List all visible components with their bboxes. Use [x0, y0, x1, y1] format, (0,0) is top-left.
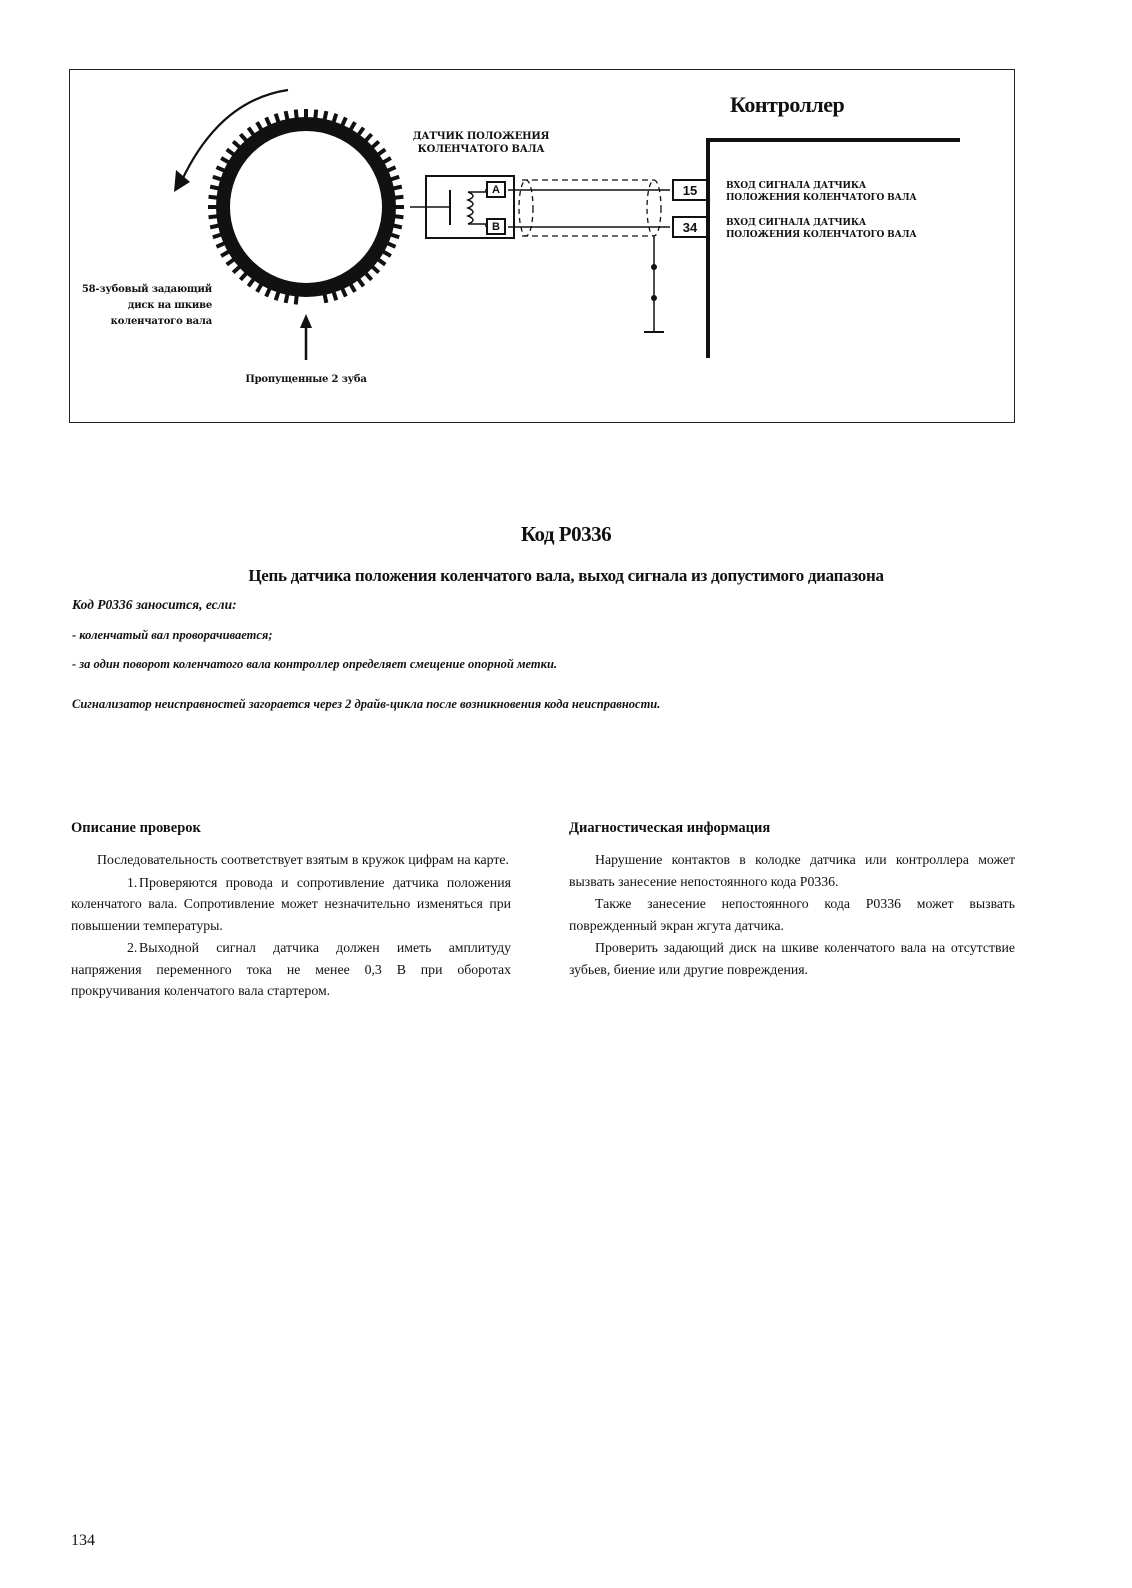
disc-tooth [351, 122, 356, 130]
disc-tooth [209, 197, 218, 198]
disc-tooth [210, 226, 219, 228]
disc-tooth [334, 292, 337, 301]
disc-tooth [334, 114, 337, 123]
disc-tooth [366, 273, 372, 280]
pin-b: B [486, 218, 506, 235]
wiring-diagram [69, 69, 1015, 423]
disc-label-line1: 58-зубовый задающий [81, 284, 212, 295]
disc-tooth [266, 117, 270, 125]
disc-tooth [257, 122, 262, 130]
disc-tooth [395, 216, 404, 217]
right-paragraph-3: Проверить задающий диск на шкиве коленчатого вала на отсутствие зубьев, биение или другие повреждения. [569, 940, 1015, 977]
disc-tooth [221, 158, 229, 163]
left-paragraph-3 [71, 937, 511, 1002]
condition-item-1: - коленчатый вал проворачивается; [72, 628, 273, 642]
missing-teeth-label: Пропущенные 2 зуба [245, 374, 367, 385]
disc-tooth [213, 235, 222, 238]
input-15-label [726, 180, 917, 204]
disc-tooth [286, 111, 288, 120]
input-34-line1: ВХОД СИГНАЛА ДАТЧИКА [726, 218, 866, 228]
disc-tooth [248, 279, 253, 286]
right-column-title: Диагностическая информация [569, 820, 771, 836]
disc-tooth [387, 243, 395, 247]
right-paragraph-1: Нарушение контактов в колодке датчика или контроллера может вызвать занесение непостоянного кода P0336. [569, 852, 1015, 889]
item-number-2: 2. [127, 940, 138, 955]
rotation-arrowhead [174, 170, 190, 192]
pin-15: 15 [672, 179, 708, 201]
disc-tooth [210, 187, 219, 189]
disc-tooth [358, 279, 363, 286]
disc-tooth [227, 149, 234, 154]
disc-tooth [240, 134, 246, 141]
disc-label-line2: диск на шкиве [127, 300, 212, 311]
disc-tooth [372, 267, 379, 273]
lamp-note: Сигнализатор неисправностей загорается через 2 драйв-цикла после возникновения кода неисправности. [72, 697, 661, 711]
sensor-label [408, 130, 554, 156]
page-title: Код P0336 [520, 522, 612, 546]
disc-tooth [315, 110, 316, 119]
disc-tooth [227, 259, 234, 264]
disc-tooth [391, 177, 400, 180]
disc-tooth [233, 267, 240, 273]
disc-tooth [383, 252, 391, 257]
pin-34: 34 [672, 216, 708, 238]
disc-tooth [325, 294, 327, 303]
disc-tooth [387, 167, 395, 171]
left-paragraph-2 [71, 872, 511, 937]
disc-tooth [366, 134, 372, 141]
disc-tooth [221, 252, 229, 257]
disc-tooth [395, 197, 404, 198]
left-column-body [71, 849, 511, 1003]
disc-tooth [383, 158, 391, 163]
disc-tooth [296, 296, 297, 305]
disc-tooth [378, 149, 385, 154]
missing-teeth-arrowhead [300, 314, 312, 328]
pin-a: A [486, 181, 506, 198]
right-column-body [569, 849, 1015, 981]
disc-tooth [286, 294, 288, 303]
controller-outline [708, 140, 960, 358]
disc-tooth [213, 177, 222, 180]
disc-tooth [358, 128, 363, 135]
page-number: 134 [71, 1532, 95, 1549]
left-paragraph-2-text: Проверяются провода и сопротивление датчика положения коленчатого вала. Сопротивление может незначительно изменяться при повышении температуры. [71, 874, 511, 933]
disc-tooth [240, 273, 246, 280]
disc-tooth [233, 141, 240, 147]
disc-label [70, 282, 212, 330]
disc-tooth [393, 187, 402, 189]
disc-tooth [372, 141, 379, 147]
disc-tooth [209, 216, 218, 217]
item-number-1: 1. [127, 874, 138, 890]
input-34-label [726, 217, 917, 241]
page-subtitle: Цепь датчика положения коленчатого вала, выход сигнала из допустимого диапазона [248, 566, 884, 585]
disc-label-line3: коленчатого вала [110, 316, 212, 327]
disc-tooth [276, 292, 279, 301]
left-column-title: Описание проверок [71, 820, 201, 836]
disc-tooth [351, 284, 356, 292]
disc-tooth [391, 235, 400, 238]
disc-tooth [257, 284, 262, 292]
disc-tooth [266, 288, 270, 296]
disc-tooth [342, 288, 346, 296]
controller-title: Контроллер [730, 92, 845, 117]
sensor-label-line1: ДАТЧИК ПОЛОЖЕНИЯ [412, 131, 550, 142]
input-34-line2: ПОЛОЖЕНИЯ КОЛЕНЧАТОГО ВАЛА [726, 230, 917, 240]
disc-tooth [325, 111, 327, 120]
right-paragraph-2: Также занесение непостоянного кода P0336 может вызвать поврежденный экран жгута датчика. [569, 896, 1015, 933]
condition-item-2: - за один поворот коленчатого вала контроллер определяет смещение опорной метки. [72, 657, 558, 671]
diagram-drawing [70, 70, 1016, 424]
disc-tooth [342, 117, 346, 125]
input-15-line2: ПОЛОЖЕНИЯ КОЛЕНЧАТОГО ВАЛА [726, 193, 917, 203]
disc-tooth [393, 226, 402, 228]
left-paragraph-1: Последовательность соответствует взятым в кружок цифрам на карте. [97, 852, 509, 867]
sensor-label-line2: КОЛЕНЧАТОГО ВАЛА [417, 144, 545, 155]
disc-tooth [276, 114, 279, 123]
disc-tooth [216, 243, 224, 247]
disc-tooth [296, 110, 297, 119]
left-paragraph-3-text: Выходной сигнал датчика должен иметь амплитуду напряжения переменного тока не менее 0,3 В при оборотах прокручивания коленчатого вала стартером. [71, 940, 511, 998]
conditions-intro: Код P0336 заносится, если: [72, 597, 237, 612]
disc-tooth [378, 259, 385, 264]
disc-tooth [216, 167, 224, 171]
input-15-line1: ВХОД СИГНАЛА ДАТЧИКА [726, 181, 866, 191]
disc-tooth [248, 128, 253, 135]
disc-teeth [208, 109, 404, 304]
trigger-disc [208, 109, 404, 304]
